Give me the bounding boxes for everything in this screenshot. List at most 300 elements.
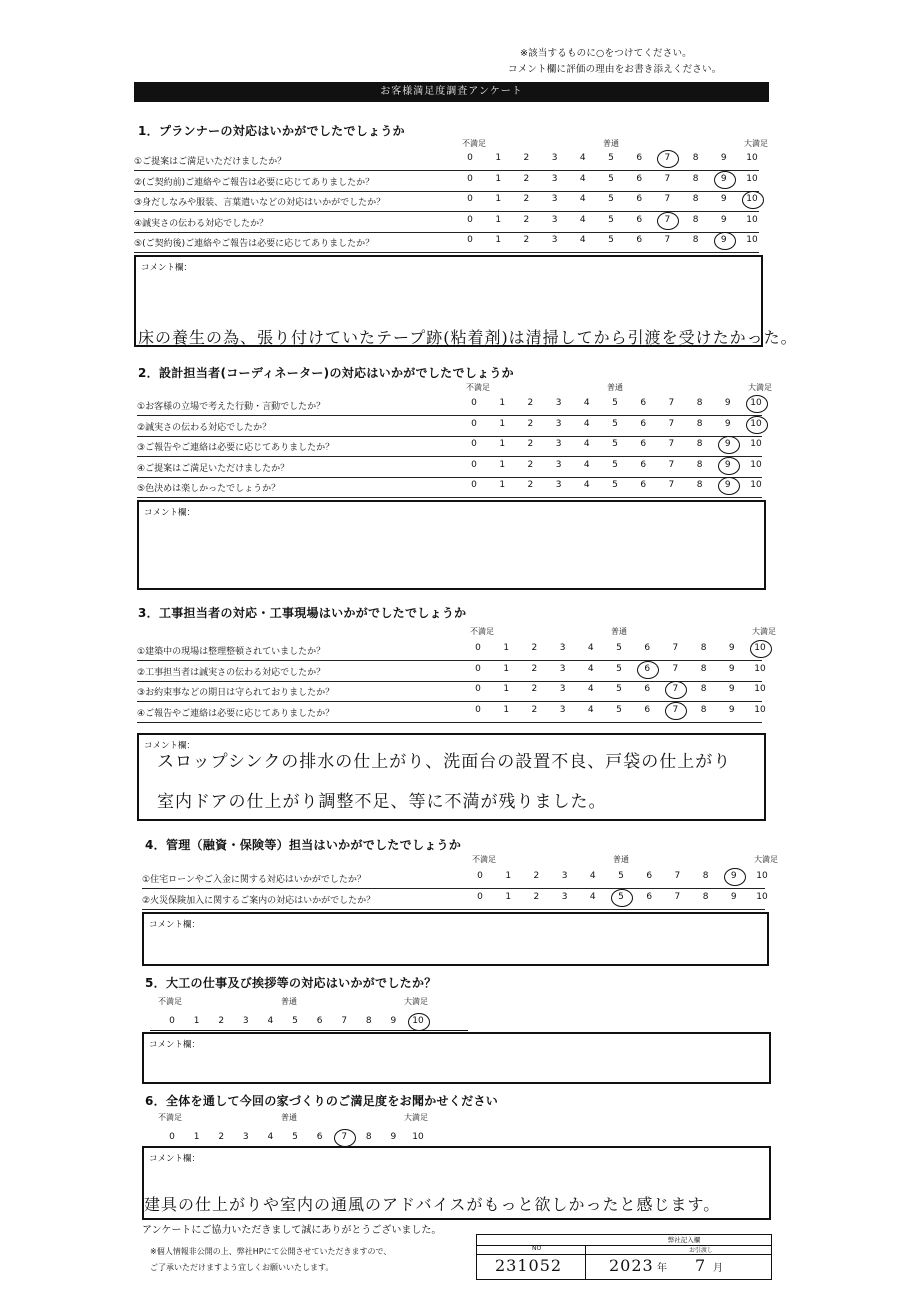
comment-label: コメント欄： — [144, 741, 196, 751]
rating-option-7[interactable]: 7 — [664, 214, 671, 225]
rating-option-4[interactable]: 4 — [583, 439, 590, 449]
rating-option-6[interactable]: 6 — [640, 398, 647, 408]
rating-option-9[interactable]: 9 — [724, 439, 731, 449]
footer-note-2: ご了承いただけますよう宜しくお願いいたします。 — [150, 1263, 334, 1272]
rating-option-9[interactable]: 9 — [728, 704, 735, 715]
rating-option-1[interactable]: 1 — [505, 871, 512, 881]
scale-underline — [150, 1030, 468, 1031]
rating-option-10[interactable]: 10 — [750, 480, 762, 490]
rating-option-0[interactable]: 0 — [475, 643, 481, 653]
selected-rating-circle — [724, 868, 746, 886]
rating-option-8[interactable]: 8 — [696, 418, 703, 429]
rating-option-8[interactable]: 8 — [692, 214, 699, 225]
rating-option-1[interactable]: 1 — [499, 418, 506, 429]
rating-option-6[interactable]: 6 — [640, 439, 647, 449]
rating-option-2[interactable]: 2 — [523, 235, 530, 245]
section-3-comment-box[interactable] — [137, 733, 766, 821]
rating-option-6[interactable]: 6 — [640, 459, 647, 470]
rating-option-0[interactable]: 0 — [467, 153, 473, 163]
rating-option-10[interactable]: 10 — [754, 643, 766, 653]
rating-option-5[interactable]: 5 — [616, 684, 622, 694]
rating-option-9[interactable]: 9 — [720, 194, 727, 204]
rating-option-7[interactable]: 7 — [668, 418, 675, 429]
rating-option-2[interactable]: 2 — [527, 459, 534, 470]
rating-option-6[interactable]: 6 — [316, 1132, 323, 1142]
question-text: ①住宅ローンやご入金に関する対応はいかがでしたか？ — [142, 875, 366, 885]
question-text: ②工事担当者は誠実さの伝わる対応でしたか？ — [137, 667, 326, 678]
rating-option-4[interactable]: 4 — [583, 480, 590, 490]
section-6-comment-text: 建具の仕上がりや室内の通風のアドバイスがもっと欲しかったと感じます。 — [144, 1195, 721, 1214]
question-row — [142, 889, 768, 910]
rating-option-6[interactable]: 6 — [644, 704, 651, 715]
rating-option-8[interactable]: 8 — [692, 173, 699, 184]
rating-option-0[interactable]: 0 — [169, 1132, 175, 1142]
selected-rating-circle — [665, 681, 687, 699]
rating-option-3[interactable]: 3 — [555, 480, 562, 490]
rating-option-4[interactable]: 4 — [587, 643, 594, 653]
rating-option-5[interactable]: 5 — [292, 1132, 298, 1142]
rating-option-6[interactable]: 6 — [636, 235, 643, 245]
rating-option-9[interactable]: 9 — [720, 173, 727, 184]
rating-option-3[interactable]: 3 — [559, 684, 566, 694]
rating-option-5[interactable]: 5 — [608, 214, 614, 225]
question-row — [137, 457, 762, 478]
question-text: ③身だしなみや服装、言葉遣いなどの対応はいかがでしたか？ — [134, 198, 386, 208]
rating-option-10[interactable]: 10 — [756, 871, 768, 881]
rating-option-9[interactable]: 9 — [724, 418, 731, 429]
section-4-comment-box[interactable] — [142, 912, 769, 966]
rating-option-4[interactable]: 4 — [587, 663, 594, 674]
rating-option-10[interactable]: 10 — [754, 704, 766, 715]
rating-option-0[interactable]: 0 — [471, 439, 477, 449]
selected-rating-circle — [637, 661, 659, 679]
rating-option-8[interactable]: 8 — [696, 459, 703, 470]
rating-option-8[interactable]: 8 — [696, 398, 703, 408]
selected-rating-circle — [611, 889, 633, 907]
record-month-value: 7 — [695, 1256, 707, 1275]
rating-option-1[interactable]: 1 — [193, 1016, 200, 1026]
comment-label: コメント欄： — [144, 508, 196, 518]
rating-option-7[interactable]: 7 — [672, 663, 679, 674]
rating-option-1[interactable]: 1 — [505, 891, 512, 902]
rating-option-4[interactable]: 4 — [579, 194, 586, 204]
selected-rating-circle — [718, 477, 740, 495]
rating-option-6[interactable]: 6 — [636, 194, 643, 204]
comment-label: コメント欄： — [141, 263, 193, 273]
rating-option-6[interactable]: 6 — [646, 891, 653, 902]
rating-option-0[interactable]: 0 — [467, 194, 473, 204]
rating-option-0[interactable]: 0 — [169, 1016, 175, 1026]
record-date-label: お引渡し — [689, 1247, 714, 1254]
rating-option-7[interactable]: 7 — [672, 704, 679, 715]
rating-option-5[interactable]: 5 — [612, 459, 618, 470]
header-note-1: ※該当するものに○をつけてください。 — [520, 48, 692, 59]
rating-option-0[interactable]: 0 — [471, 480, 477, 490]
record-header: 弊社記入欄 — [667, 1236, 701, 1244]
rating-option-2[interactable]: 2 — [531, 704, 538, 715]
rating-option-3[interactable]: 3 — [555, 459, 562, 470]
section-2-title: 2．設計担当者(コーディネーター)の対応はいかがでしたでしょうか — [138, 366, 514, 380]
selected-rating-circle — [657, 212, 679, 230]
rating-option-2[interactable]: 2 — [523, 194, 530, 204]
rating-option-10[interactable]: 10 — [750, 459, 762, 470]
selected-rating-circle — [750, 640, 772, 658]
rating-option-9[interactable]: 9 — [728, 663, 735, 674]
rating-option-1[interactable]: 1 — [499, 459, 506, 470]
rating-option-3[interactable]: 3 — [551, 153, 558, 163]
rating-option-8[interactable]: 8 — [365, 1132, 372, 1142]
rating-option-2[interactable]: 2 — [531, 684, 538, 694]
rating-option-1[interactable]: 1 — [503, 704, 510, 715]
header-note-2: コメント欄に評価の理由をお書き添えください。 — [508, 64, 722, 75]
rating-option-6[interactable]: 6 — [640, 480, 647, 490]
selected-rating-circle — [334, 1129, 356, 1147]
scale-label-low: 不満足 — [470, 627, 494, 636]
rating-option-7[interactable]: 7 — [674, 891, 681, 902]
rating-option-7[interactable]: 7 — [672, 684, 679, 694]
scale-label-low: 不満足 — [158, 1113, 182, 1122]
rating-option-8[interactable]: 8 — [700, 663, 707, 674]
scale-label-low: 不満足 — [472, 855, 496, 864]
rating-option-9[interactable]: 9 — [728, 684, 735, 694]
rating-option-7[interactable]: 7 — [664, 173, 671, 184]
rating-option-3[interactable]: 3 — [555, 398, 562, 408]
rating-option-9[interactable]: 9 — [724, 459, 731, 470]
rating-option-5[interactable]: 5 — [612, 398, 618, 408]
question-text: ⑤色決めは楽しかったでしょうか？ — [137, 484, 281, 494]
question-row — [137, 702, 766, 723]
selected-rating-circle — [746, 395, 768, 413]
rating-option-2[interactable]: 2 — [531, 643, 538, 653]
rating-option-6[interactable]: 6 — [636, 214, 643, 225]
rating-option-6[interactable]: 6 — [644, 663, 651, 674]
rating-option-4[interactable]: 4 — [579, 214, 586, 225]
rating-option-1[interactable]: 1 — [499, 480, 506, 490]
selected-rating-circle — [718, 457, 740, 475]
rating-option-5[interactable]: 5 — [618, 891, 624, 902]
rating-option-3[interactable]: 3 — [561, 891, 568, 902]
section-1-comment-text: 床の養生の為、張り付けていたテープ跡(粘着剤)は清掃してから引渡を受けたかった。 — [138, 328, 798, 347]
rating-option-9[interactable]: 9 — [390, 1016, 397, 1026]
rating-option-3[interactable]: 3 — [561, 871, 568, 881]
section-5-comment-box[interactable] — [142, 1032, 771, 1084]
rating-option-4[interactable]: 4 — [587, 684, 594, 694]
rating-option-0[interactable]: 0 — [467, 173, 473, 184]
rating-option-7[interactable]: 7 — [664, 153, 671, 163]
rating-option-8[interactable]: 8 — [702, 871, 709, 881]
rating-option-2[interactable]: 2 — [218, 1132, 225, 1142]
question-row — [137, 416, 762, 437]
rating-option-3[interactable]: 3 — [555, 439, 562, 449]
scale-label-high: 大満足 — [748, 383, 772, 392]
rating-option-4[interactable]: 4 — [589, 871, 596, 881]
question-text: ②(ご契約前)ご連絡やご報告は必要に応じてありましたか？ — [134, 177, 375, 188]
rating-option-8[interactable]: 8 — [702, 891, 709, 902]
rating-option-2[interactable]: 2 — [523, 173, 530, 184]
rating-option-8[interactable]: 8 — [692, 153, 699, 163]
record-no-label: NO — [532, 1245, 542, 1252]
rating-option-7[interactable]: 7 — [668, 439, 675, 449]
rating-option-9[interactable]: 9 — [720, 153, 727, 163]
rating-option-0[interactable]: 0 — [467, 214, 473, 225]
question-row — [134, 232, 759, 253]
rating-option-2[interactable]: 2 — [533, 891, 540, 902]
rating-option-4[interactable]: 4 — [267, 1016, 274, 1026]
rating-option-7[interactable]: 7 — [674, 871, 681, 881]
rating-option-5[interactable]: 5 — [608, 194, 614, 204]
record-month-unit: 月 — [713, 1263, 723, 1274]
rating-option-8[interactable]: 8 — [696, 439, 703, 449]
rating-option-1[interactable]: 1 — [503, 643, 510, 653]
rating-option-2[interactable]: 2 — [531, 663, 538, 674]
rating-option-5[interactable]: 5 — [616, 643, 622, 653]
rating-option-10[interactable]: 10 — [746, 235, 758, 245]
section-4-title: 4．管理（融資・保険等）担当はいかがでしたでしょうか — [145, 838, 462, 852]
scale-label-high: 大満足 — [404, 1113, 428, 1122]
rating-option-8[interactable]: 8 — [700, 684, 707, 694]
rating-option-9[interactable]: 9 — [390, 1132, 397, 1142]
rating-option-5[interactable]: 5 — [608, 235, 614, 245]
selected-rating-circle — [714, 171, 736, 189]
rating-option-6[interactable]: 6 — [640, 418, 647, 429]
rating-option-1[interactable]: 1 — [193, 1132, 200, 1142]
rating-option-4[interactable]: 4 — [267, 1132, 274, 1142]
question-row — [134, 212, 759, 233]
rating-option-5[interactable]: 5 — [612, 418, 618, 429]
rating-option-8[interactable]: 8 — [700, 704, 707, 715]
rating-option-1[interactable]: 1 — [495, 235, 502, 245]
rating-option-0[interactable]: 0 — [471, 459, 477, 470]
record-box — [476, 1234, 772, 1280]
section-6-title: 6．全体を通して今回の家づくりのご満足度をお聞かせください — [145, 1094, 499, 1108]
selected-rating-circle — [746, 416, 768, 434]
rating-option-10[interactable]: 10 — [412, 1016, 424, 1026]
rating-option-7[interactable]: 7 — [672, 643, 679, 653]
rating-option-1[interactable]: 1 — [499, 398, 506, 408]
rating-option-9[interactable]: 9 — [728, 643, 735, 653]
question-row — [137, 681, 766, 702]
question-row — [137, 640, 766, 661]
rating-option-3[interactable]: 3 — [551, 194, 558, 204]
rating-option-6[interactable]: 6 — [316, 1016, 323, 1026]
rating-option-6[interactable]: 6 — [636, 153, 643, 163]
question-row — [137, 436, 762, 457]
rating-option-1[interactable]: 1 — [495, 194, 502, 204]
rating-option-5[interactable]: 5 — [608, 173, 614, 184]
question-row — [134, 171, 759, 192]
comment-label: コメント欄： — [149, 1154, 201, 1164]
rating-option-4[interactable]: 4 — [583, 398, 590, 408]
question-row — [134, 191, 759, 212]
rating-option-10[interactable]: 10 — [412, 1132, 424, 1142]
scale-label-high: 大満足 — [404, 997, 428, 1006]
rating-option-1[interactable]: 1 — [503, 663, 510, 674]
section-5-title: 5．大工の仕事及び挨拶等の対応はいかがでしたか？ — [145, 976, 437, 990]
question-row — [137, 477, 762, 498]
rating-option-3[interactable]: 3 — [559, 643, 566, 653]
selected-rating-circle — [665, 702, 687, 720]
thanks-text: アンケートにご協力いただきまして誠にありがとうございました。 — [142, 1225, 442, 1236]
rating-option-7[interactable]: 7 — [668, 459, 675, 470]
question-text: ③お約束事などの期日は守られておりましたか？ — [137, 688, 335, 698]
rating-option-0[interactable]: 0 — [475, 704, 481, 715]
rating-option-8[interactable]: 8 — [365, 1016, 372, 1026]
rating-option-3[interactable]: 3 — [551, 235, 558, 245]
rating-option-3[interactable]: 3 — [242, 1016, 249, 1026]
question-text: ①お客様の立場で考えた行動・言動でしたか？ — [137, 402, 326, 412]
rating-option-0[interactable]: 0 — [475, 663, 481, 674]
rating-option-2[interactable]: 2 — [218, 1016, 225, 1026]
record-year-value: 2023 — [609, 1256, 654, 1275]
rating-option-10[interactable]: 10 — [746, 173, 758, 184]
question-text: ②火災保険加入に関するご案内の対応はいかがでしたか？ — [142, 895, 376, 906]
rating-option-0[interactable]: 0 — [467, 235, 473, 245]
selected-rating-circle — [657, 150, 679, 168]
survey-banner: お客様満足度調査アンケート — [134, 82, 769, 102]
rating-option-7[interactable]: 7 — [664, 235, 671, 245]
scale-label-low: 不満足 — [466, 383, 490, 392]
rating-option-2[interactable]: 2 — [527, 418, 534, 429]
rating-option-3[interactable]: 3 — [555, 418, 562, 429]
rating-option-9[interactable]: 9 — [730, 891, 737, 902]
rating-option-1[interactable]: 1 — [495, 214, 502, 225]
rating-option-5[interactable]: 5 — [612, 480, 618, 490]
rating-option-7[interactable]: 7 — [668, 398, 675, 408]
rating-option-8[interactable]: 8 — [692, 235, 699, 245]
rating-option-10[interactable]: 10 — [750, 439, 762, 449]
rating-option-5[interactable]: 5 — [618, 871, 624, 881]
scale-label-high: 大満足 — [744, 139, 768, 148]
question-text: ④ご報告やご連絡は必要に応じてありましたか？ — [137, 708, 335, 719]
scale-label-mid: 普通 — [611, 627, 627, 636]
rating-option-10[interactable]: 10 — [746, 214, 758, 225]
section-1-title: 1．プランナーの対応はいかがでしたでしょうか — [138, 124, 405, 138]
rating-option-2[interactable]: 2 — [523, 153, 530, 163]
rating-option-10[interactable]: 10 — [750, 398, 762, 408]
rating-option-10[interactable]: 10 — [746, 153, 758, 163]
rating-option-7[interactable]: 7 — [341, 1132, 348, 1142]
question-row — [137, 661, 766, 682]
rating-option-1[interactable]: 1 — [499, 439, 506, 449]
rating-option-4[interactable]: 4 — [579, 153, 586, 163]
section-2-comment-box[interactable] — [137, 500, 766, 590]
rating-option-9[interactable]: 9 — [724, 480, 731, 490]
rating-option-10[interactable]: 10 — [754, 663, 766, 674]
scale-label-mid: 普通 — [603, 139, 619, 148]
rating-option-10[interactable]: 10 — [754, 684, 766, 694]
scale-label-high: 大満足 — [752, 627, 776, 636]
rating-option-3[interactable]: 3 — [551, 214, 558, 225]
rating-option-6[interactable]: 6 — [646, 871, 653, 881]
rating-option-5[interactable]: 5 — [292, 1016, 298, 1026]
question-text: ②誠実さの伝わる対応でしたか？ — [137, 422, 272, 433]
rating-option-4[interactable]: 4 — [583, 459, 590, 470]
rating-option-2[interactable]: 2 — [527, 480, 534, 490]
selected-rating-circle — [718, 436, 740, 454]
rating-option-9[interactable]: 9 — [720, 235, 727, 245]
question-row — [137, 395, 762, 416]
rating-option-0[interactable]: 0 — [471, 418, 477, 429]
scale-label-mid: 普通 — [613, 855, 629, 864]
rating-option-8[interactable]: 8 — [696, 480, 703, 490]
section-3-comment-line-2: 室内ドアの仕上がり調整不足、等に不満が残りました。 — [157, 792, 607, 812]
rating-option-10[interactable]: 10 — [750, 418, 762, 429]
rating-option-6[interactable]: 6 — [636, 173, 643, 184]
rating-option-5[interactable]: 5 — [608, 153, 614, 163]
rating-option-3[interactable]: 3 — [242, 1132, 249, 1142]
rating-option-3[interactable]: 3 — [559, 663, 566, 674]
selected-rating-circle — [742, 191, 764, 209]
section-6-comment-box[interactable] — [142, 1146, 771, 1220]
rating-option-5[interactable]: 5 — [612, 439, 618, 449]
question-text: ①建築中の現場は整理整頓されていましたか？ — [137, 647, 326, 657]
rating-option-7[interactable]: 7 — [664, 194, 671, 204]
rating-option-4[interactable]: 4 — [587, 704, 594, 715]
rating-option-0[interactable]: 0 — [471, 398, 477, 408]
question-text: ④誠実さの伝わる対応でしたか？ — [134, 218, 269, 229]
comment-label: コメント欄： — [149, 920, 201, 930]
rating-option-9[interactable]: 9 — [730, 871, 737, 881]
scale-label-low: 不満足 — [462, 139, 486, 148]
section-3-title: 3．工事担当者の対応・工事現場はいかがでしたでしょうか — [138, 606, 467, 620]
rating-option-6[interactable]: 6 — [644, 684, 651, 694]
rating-option-0[interactable]: 0 — [477, 871, 483, 881]
rating-option-6[interactable]: 6 — [644, 643, 651, 653]
rating-option-1[interactable]: 1 — [495, 173, 502, 184]
rating-option-2[interactable]: 2 — [527, 398, 534, 408]
record-no-value: 231052 — [495, 1256, 563, 1275]
rating-option-1[interactable]: 1 — [503, 684, 510, 694]
selected-rating-circle — [408, 1013, 430, 1031]
rating-option-0[interactable]: 0 — [477, 891, 483, 902]
rating-option-1[interactable]: 1 — [495, 153, 502, 163]
section-1-comment-box[interactable] — [134, 255, 798, 347]
comment-label: コメント欄： — [149, 1040, 201, 1050]
rating-option-4[interactable]: 4 — [579, 235, 586, 245]
rating-option-9[interactable]: 9 — [720, 214, 727, 225]
rating-option-10[interactable]: 10 — [746, 194, 758, 204]
rating-option-4[interactable]: 4 — [579, 173, 586, 184]
rating-option-10[interactable]: 10 — [756, 891, 768, 902]
rating-option-7[interactable]: 7 — [341, 1016, 348, 1026]
rating-option-4[interactable]: 4 — [589, 891, 596, 902]
question-row — [142, 868, 768, 889]
rating-option-8[interactable]: 8 — [692, 194, 699, 204]
rating-option-2[interactable]: 2 — [523, 214, 530, 225]
question-text: ⑤(ご契約後)ご連絡やご報告は必要に応じてありましたか？ — [134, 239, 375, 249]
rating-option-3[interactable]: 3 — [551, 173, 558, 184]
record-year-unit: 年 — [657, 1263, 667, 1274]
rating-option-4[interactable]: 4 — [583, 418, 590, 429]
scale-label-mid: 普通 — [281, 1113, 297, 1122]
rating-option-5[interactable]: 5 — [616, 663, 622, 674]
rating-option-5[interactable]: 5 — [616, 704, 622, 715]
rating-option-9[interactable]: 9 — [724, 398, 731, 408]
rating-option-2[interactable]: 2 — [533, 871, 540, 881]
question-row — [134, 150, 759, 171]
rating-option-7[interactable]: 7 — [668, 480, 675, 490]
scale-label-mid: 普通 — [281, 997, 297, 1006]
footer-note-1: ※個人情報非公開の上、弊社HPにて公開させていただきますので、 — [150, 1247, 392, 1256]
rating-option-2[interactable]: 2 — [527, 439, 534, 449]
rating-option-3[interactable]: 3 — [559, 704, 566, 715]
question-text: ①ご提案はご満足いただけましたか？ — [134, 157, 287, 167]
rating-option-0[interactable]: 0 — [475, 684, 481, 694]
scale-label-high: 大満足 — [754, 855, 778, 864]
rating-option-8[interactable]: 8 — [700, 643, 707, 653]
selected-rating-circle — [714, 232, 736, 250]
section-3-comment-line-1: スロップシンクの排水の仕上がり、洗面台の設置不良、戸袋の仕上がり — [157, 752, 732, 772]
